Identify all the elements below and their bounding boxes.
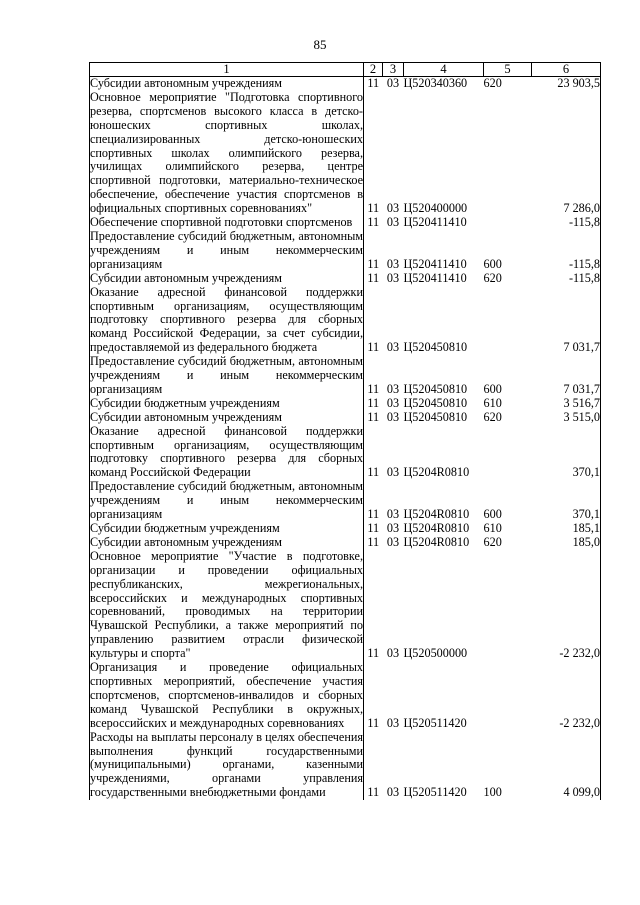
cell-expense-type — [484, 216, 532, 230]
cell-subsection: 03 — [386, 381, 400, 396]
cell-section: 11 — [367, 534, 380, 549]
cell-target-article: Ц520411410 — [403, 215, 467, 230]
cell-name: Предоставление субсидий бюджетным, автономным учреждениям и иным некоммерческим организациям — [90, 228, 363, 271]
cell-subsection: 03 — [386, 395, 400, 410]
cell-target-article: Ц5204R0810 — [403, 507, 470, 522]
header-cell-subsection: 3 — [383, 63, 404, 77]
cell-amount: -115,8 — [532, 216, 601, 230]
cell-name: Субсидии автономным учреждениям — [90, 536, 364, 550]
cell-target-article: Ц5204R0810 — [403, 534, 470, 549]
header-cell-amount: 6 — [532, 63, 601, 77]
table-body — [90, 77, 601, 801]
cell-section: 11 — [367, 646, 380, 661]
cell-expense-type: 610 — [483, 521, 502, 535]
table-row — [90, 355, 601, 397]
cell-target-article: Ц520450810 — [403, 340, 468, 355]
cell-amount: -115,8 — [532, 230, 601, 272]
cell-name: Предоставление субсидий бюджетным, автономным учреждениям и иным некоммерческим организациям — [90, 479, 363, 522]
cell-amount: 4 099,0 — [532, 731, 601, 801]
budget-table — [89, 62, 601, 800]
cell-expense-type: 100 — [483, 785, 502, 800]
cell-expense-type: 600 — [483, 256, 502, 271]
cell-section: 11 — [367, 215, 380, 230]
cell-name: Основное мероприятие "Подготовка спортивного резерва, спортсменов высокого класса в детско-юношеских спортивных школах, специализированных детско-юношеских спортивных школах олимпийского резерва, училищах олимпийского резерва, центре спортивной подготовки, материально-техническое обеспечение, обеспечение участия спортсменов в официальных спортивных соревнованиях" — [90, 89, 363, 216]
cell-target-article: Ц5204R0810 — [403, 521, 470, 535]
cell-name: Субсидии бюджетным учреждениям — [90, 522, 364, 536]
cell-subsection: 03 — [386, 215, 400, 230]
cell-amount: -2 232,0 — [532, 550, 601, 661]
table-header-row — [90, 63, 601, 77]
cell-amount: 7 031,7 — [532, 286, 601, 356]
cell-expense-type — [484, 661, 532, 731]
header-cell-name: 1 — [90, 63, 364, 77]
cell-target-article: Ц520450810 — [403, 409, 468, 424]
cell-expense-type: 610 — [483, 395, 502, 410]
cell-target-article: Ц520450810 — [403, 381, 468, 396]
cell-subsection: 03 — [386, 646, 400, 661]
cell-section: 11 — [367, 395, 380, 410]
cell-target-article: Ц520340360 — [403, 76, 468, 90]
cell-amount: 7 286,0 — [532, 91, 601, 216]
cell-section: 11 — [367, 340, 380, 355]
cell-subsection: 03 — [386, 715, 400, 730]
table-row — [90, 272, 601, 286]
cell-name: Субсидии автономным учреждениям — [90, 411, 364, 425]
cell-expense-type: 620 — [483, 534, 502, 549]
cell-amount: 3 516,7 — [532, 397, 601, 411]
table-row — [90, 77, 601, 91]
header-cell-target-article: 4 — [404, 63, 484, 77]
table-row — [90, 661, 601, 731]
cell-section: 11 — [367, 201, 380, 216]
cell-amount: 185,1 — [532, 522, 601, 536]
cell-subsection: 03 — [386, 534, 400, 549]
cell-subsection: 03 — [386, 201, 400, 216]
cell-name: Обеспечение спортивной подготовки спортсменов — [90, 216, 364, 230]
header-cell-section: 2 — [364, 63, 383, 77]
cell-amount: -2 232,0 — [532, 661, 601, 731]
table-row — [90, 411, 601, 425]
cell-section: 11 — [367, 270, 380, 285]
cell-target-article: Ц520511420 — [403, 715, 467, 730]
cell-subsection: 03 — [386, 465, 400, 480]
cell-amount: 185,0 — [532, 536, 601, 550]
table-row — [90, 397, 601, 411]
cell-expense-type — [484, 550, 532, 661]
cell-name: Оказание адресной финансовой поддержки спортивным организациям, осуществляющим подготовку спортивного резерва для сборных команд Российской Федерации — [90, 423, 363, 480]
cell-expense-type — [484, 91, 532, 216]
cell-section: 11 — [367, 256, 380, 271]
cell-target-article: Ц520500000 — [403, 646, 468, 661]
cell-expense-type — [484, 425, 532, 481]
cell-name: Субсидии автономным учреждениям — [90, 272, 364, 286]
cell-name: Субсидии бюджетным учреждениям — [90, 397, 364, 411]
table-row — [90, 536, 601, 550]
header-cell-expense-type: 5 — [484, 63, 532, 77]
cell-expense-type: 600 — [483, 507, 502, 522]
table-row — [90, 425, 601, 481]
cell-subsection: 03 — [386, 785, 400, 800]
table-row — [90, 230, 601, 272]
table-row — [90, 91, 601, 216]
table-row — [90, 550, 601, 661]
cell-subsection: 03 — [386, 409, 400, 424]
cell-section: 11 — [367, 76, 380, 90]
cell-target-article: Ц520411410 — [403, 270, 467, 285]
cell-section: 11 — [367, 521, 380, 535]
cell-target-article: Ц520400000 — [403, 201, 468, 216]
cell-amount: 370,1 — [532, 480, 601, 522]
cell-section: 11 — [367, 715, 380, 730]
cell-expense-type: 620 — [483, 270, 502, 285]
cell-section: 11 — [367, 507, 380, 522]
cell-amount: 370,1 — [532, 425, 601, 481]
cell-amount: 3 515,0 — [532, 411, 601, 425]
cell-target-article: Ц520450810 — [403, 395, 468, 410]
cell-expense-type: 620 — [483, 76, 502, 90]
cell-subsection: 03 — [386, 340, 400, 355]
cell-subsection: 03 — [386, 256, 400, 271]
cell-subsection: 03 — [386, 507, 400, 522]
cell-expense-type: 620 — [483, 409, 502, 424]
cell-target-article: Ц5204R0810 — [403, 465, 470, 480]
cell-subsection: 03 — [386, 521, 400, 535]
cell-amount: -115,8 — [532, 272, 601, 286]
cell-section: 11 — [367, 785, 380, 800]
table-row — [90, 286, 601, 356]
page-number: 85 — [313, 37, 327, 52]
cell-name: Оказание адресной финансовой поддержки спортивным организациям, осуществляющим подготовку спортивного резерва для сборных команд Российской Федерации, за счет субсидии, предоставляемой из федерального бюджета — [90, 284, 363, 355]
cell-expense-type: 600 — [483, 381, 502, 396]
cell-name: Организация и проведение официальных спортивных мероприятий, обеспечение участия спортсменов, спортсменов-инвалидов и сборных команд Чувашской Республики в окружных, всероссийских и международных соревнованиях — [90, 660, 363, 730]
cell-section: 11 — [367, 409, 380, 424]
table-row — [90, 522, 601, 536]
cell-section: 11 — [367, 465, 380, 480]
cell-expense-type — [484, 286, 532, 356]
cell-amount: 23 903,5 — [532, 77, 601, 91]
table-row — [90, 216, 601, 230]
cell-name: Предоставление субсидий бюджетным, автономным учреждениям и иным некоммерческим организациям — [90, 354, 363, 396]
table-row — [90, 480, 601, 522]
cell-name: Расходы на выплаты персоналу в целях обеспечения выполнения функций государственными (муниципальными) органами, казенными учреждениями, органами управления государственными внебюджетными фондами — [90, 729, 363, 800]
cell-section: 11 — [367, 381, 380, 396]
cell-subsection: 03 — [386, 76, 400, 90]
cell-amount: 7 031,7 — [532, 355, 601, 397]
cell-target-article: Ц520511420 — [403, 785, 467, 800]
cell-name: Субсидии автономным учреждениям — [90, 77, 364, 91]
cell-name: Основное мероприятие "Участие в подготовке, организации и проведении официальных республиканских, межрегиональных, всероссийских и международных спортивных соревнований, проводимых на территории Чувашской Республики, а также мероприятий по управлению развитием отрасли физической культуры и спорта" — [90, 548, 363, 661]
table-row — [90, 731, 601, 801]
cell-target-article: Ц520411410 — [403, 256, 467, 271]
cell-subsection: 03 — [386, 270, 400, 285]
